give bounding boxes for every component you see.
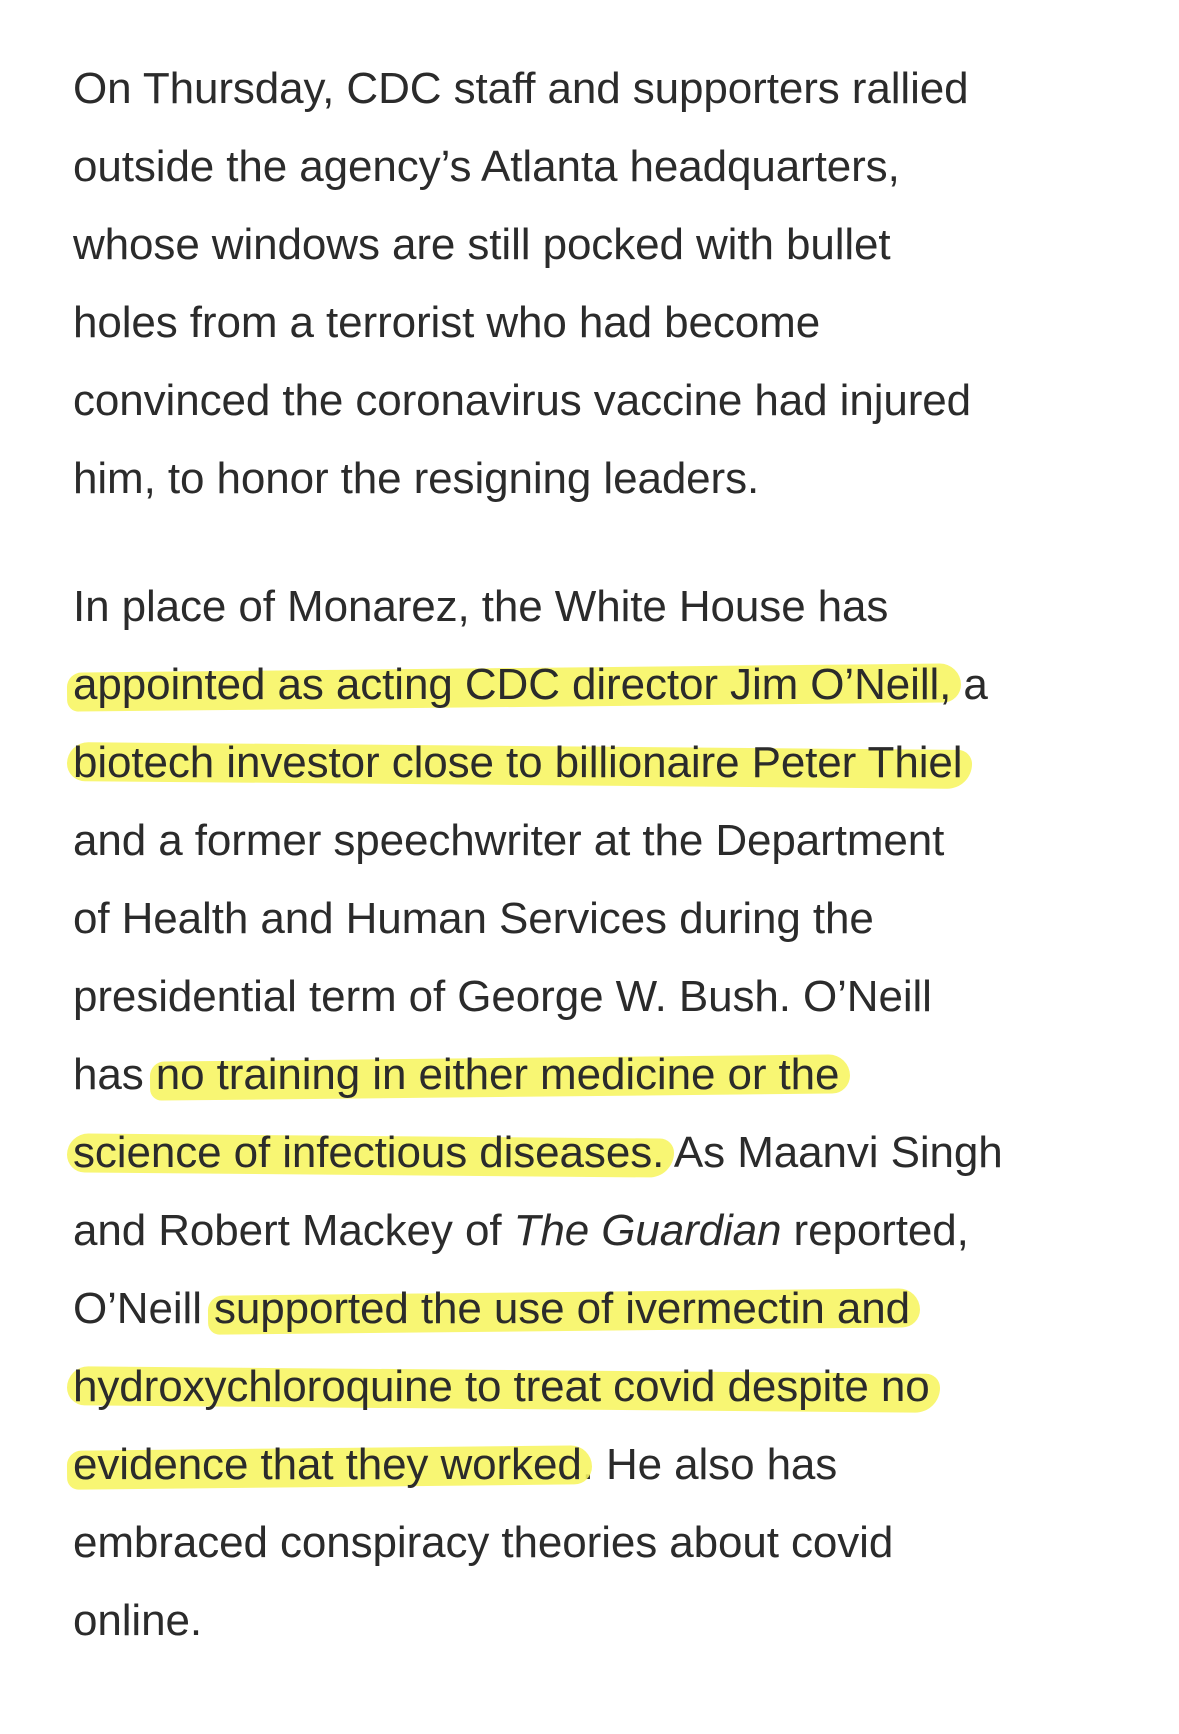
- highlighted-text: science of infectious diseases.: [73, 1128, 665, 1177]
- plain-text: a: [951, 660, 988, 709]
- plain-text: O’Neill: [73, 1284, 214, 1333]
- highlighted-text: hydroxychloroquine to treat covid despite no: [73, 1362, 930, 1411]
- highlighted-text: no training in either medicine or the: [155, 1050, 840, 1099]
- plain-text: and Robert Mackey of: [73, 1206, 514, 1255]
- paragraph-1: [73, 50, 1133, 518]
- highlighted-text: supported the use of ivermectin and: [214, 1284, 911, 1333]
- plain-text: As Maanvi Singh: [664, 1128, 1003, 1177]
- paragraph-line: presidential term of George W. Bush. O’Neill: [73, 972, 932, 1021]
- paragraph-line: In place of Monarez, the White House has: [73, 582, 889, 631]
- paragraph-line: and a former speechwriter at the Department: [73, 816, 945, 865]
- paragraph-line: [73, 646, 1133, 724]
- highlighted-text: appointed as acting CDC director Jim O’Neill,: [73, 660, 952, 709]
- paragraph-line: On Thursday, CDC staff and supporters rallied: [73, 64, 969, 113]
- paragraph-line: [73, 724, 1133, 802]
- publication-name: The Guardian: [513, 1206, 782, 1255]
- article-body: [73, 50, 1133, 1660]
- paragraph-line: [73, 1036, 1133, 1114]
- paragraph-line: outside the agency’s Atlanta headquarters,: [73, 142, 900, 191]
- plain-text: . He also has: [581, 1440, 838, 1489]
- paragraph-line: [73, 1426, 1133, 1504]
- paragraph-line: whose windows are still pocked with bullet: [73, 220, 891, 269]
- paragraph-line: holes from a terrorist who had become: [73, 298, 821, 347]
- paragraph-line: of Health and Human Services during the: [73, 894, 874, 943]
- paragraph-2: [73, 568, 1133, 1660]
- paragraph-spacer: [73, 518, 1133, 568]
- paragraph-line: [73, 1348, 1133, 1426]
- paragraph-line: him, to honor the resigning leaders.: [73, 454, 760, 503]
- paragraph-line: [73, 1192, 1133, 1270]
- paragraph-line: [73, 1270, 1133, 1348]
- highlighted-text: biotech investor close to billionaire Peter Thiel: [73, 738, 963, 787]
- plain-text: has: [73, 1050, 156, 1099]
- plain-text: reported,: [781, 1206, 969, 1255]
- paragraph-line: [73, 1114, 1133, 1192]
- paragraph-line: online.: [73, 1596, 202, 1645]
- paragraph-line: embraced conspiracy theories about covid: [73, 1518, 894, 1567]
- highlighted-text: evidence that they worked: [73, 1440, 582, 1489]
- paragraph-line: convinced the coronavirus vaccine had injured: [73, 376, 972, 425]
